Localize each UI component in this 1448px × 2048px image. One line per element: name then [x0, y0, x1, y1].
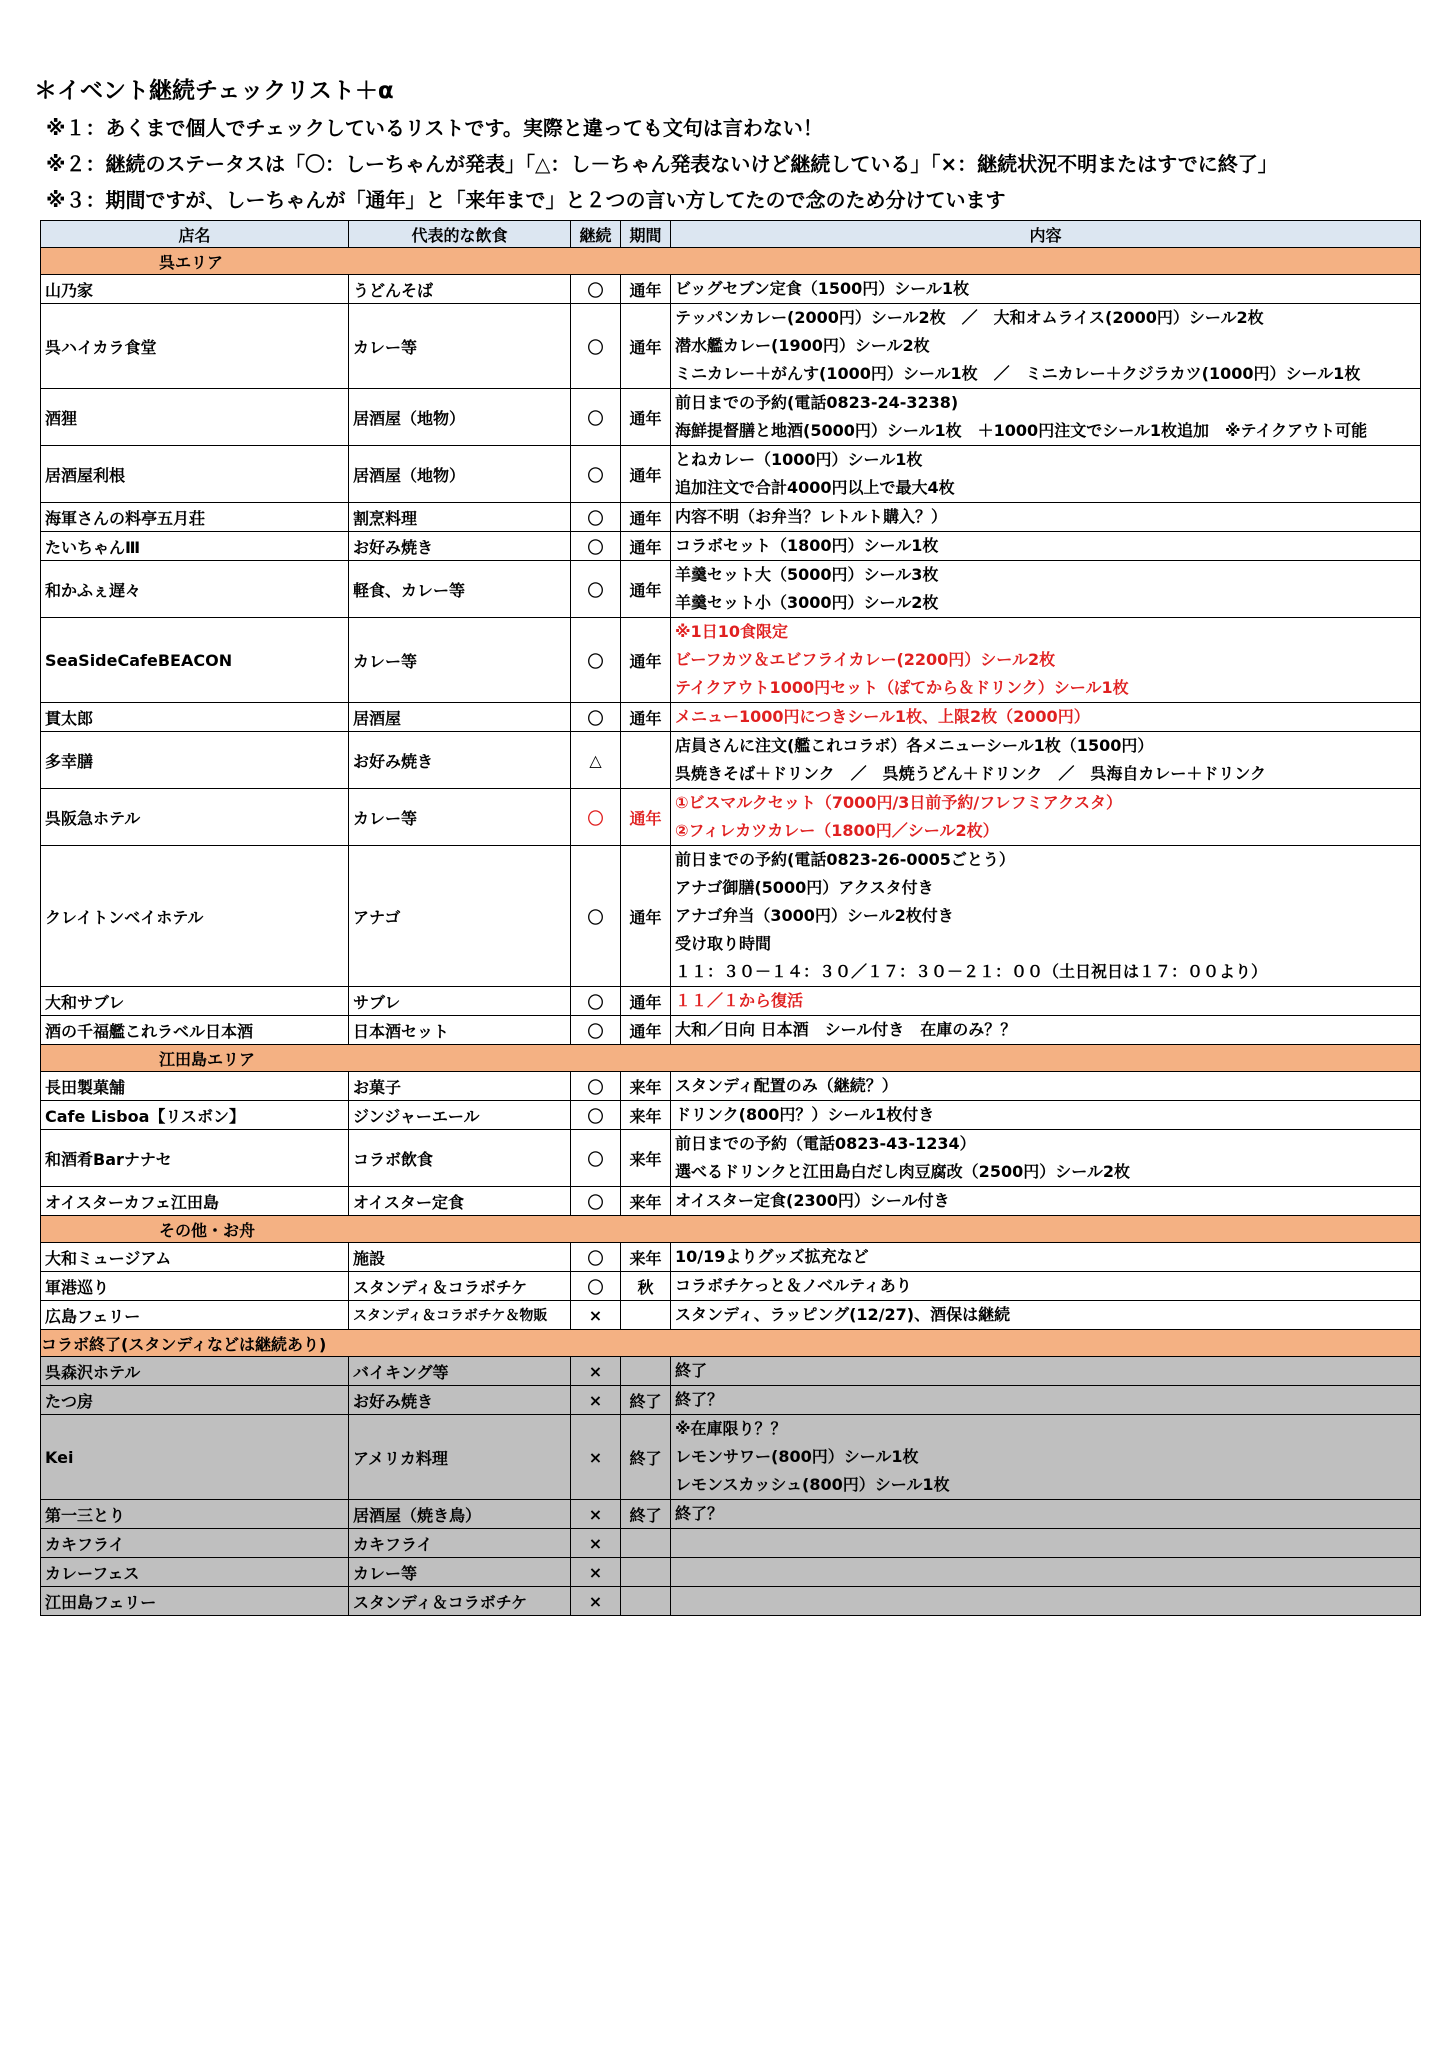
table-row: [41, 987, 1421, 1016]
content-line: 海鮮提督膳と地酒(5000円）シール1枚 ＋1000円注文でシール1枚追加 ※テイクアウト可能: [675, 421, 1368, 440]
content-cell: [671, 1072, 1421, 1101]
table-row: [41, 1558, 1421, 1587]
content-line: オイスター定食(2300円）シール付き: [675, 1191, 950, 1210]
table-row: [41, 1072, 1421, 1101]
shop-name-cell: 呉阪急ホテル: [41, 789, 349, 846]
period-cell: 来年: [621, 1243, 671, 1272]
content-line: 終了？: [675, 1504, 724, 1523]
section-header-row: [41, 248, 1421, 275]
food-cell: アナゴ: [349, 846, 571, 987]
shop-name-cell: Cafe Lisboa【リスボン】: [41, 1101, 349, 1130]
table-header-row: [41, 221, 1421, 248]
period-cell: 通年: [621, 446, 671, 503]
status-cell: ×: [571, 1500, 621, 1529]
content-line: コラボチケっと＆ノベルティあり: [675, 1276, 912, 1295]
food-cell: 居酒屋（焼き鳥）: [349, 1500, 571, 1529]
shop-name-cell: 軍港巡り: [41, 1272, 349, 1301]
shop-name-cell: 第一三とり: [41, 1500, 349, 1529]
shop-name-cell: 長田製菓舗: [41, 1072, 349, 1101]
table-row: [41, 1587, 1421, 1616]
content-cell: [671, 1529, 1421, 1558]
shop-name-cell: カキフライ: [41, 1529, 349, 1558]
food-cell: サブレ: [349, 987, 571, 1016]
table-row: [41, 1357, 1421, 1386]
content-cell: [671, 703, 1421, 732]
status-cell: 〇: [571, 1243, 621, 1272]
status-cell: 〇: [571, 275, 621, 304]
status-cell: 〇: [571, 1016, 621, 1045]
status-cell: 〇: [571, 304, 621, 389]
content-line: 大和／日向 日本酒 シール付き 在庫のみ？？: [675, 1020, 1017, 1039]
content-cell: [671, 1301, 1421, 1330]
table-row: [41, 1529, 1421, 1558]
shop-name-cell: たつ房: [41, 1386, 349, 1415]
period-cell: [621, 1558, 671, 1587]
food-cell: 日本酒セット: [349, 1016, 571, 1045]
status-cell: 〇: [571, 987, 621, 1016]
shop-name-cell: 呉森沢ホテル: [41, 1357, 349, 1386]
table-row: [41, 703, 1421, 732]
status-cell: 〇: [571, 789, 621, 846]
content-line: 前日までの予約(電話0823-26-0005ごとう）: [675, 850, 1015, 869]
content-line: 潜水艦カレー(1900円）シール2枚: [675, 336, 930, 355]
content-cell: [671, 1272, 1421, 1301]
shop-name-cell: Kei: [41, 1415, 349, 1500]
content-cell: [671, 389, 1421, 446]
food-cell: オイスター定食: [349, 1187, 571, 1216]
status-cell: △: [571, 732, 621, 789]
period-cell: 通年: [621, 532, 671, 561]
food-cell: ジンジャーエール: [349, 1101, 571, 1130]
status-cell: 〇: [571, 532, 621, 561]
status-cell: 〇: [571, 446, 621, 503]
status-cell: 〇: [571, 503, 621, 532]
period-cell: 通年: [621, 561, 671, 618]
period-cell: [621, 1529, 671, 1558]
page-title: ＊イベント継続チェックリスト＋α: [34, 78, 394, 104]
table-row: [41, 1500, 1421, 1529]
content-cell: [671, 1587, 1421, 1616]
food-cell: 居酒屋（地物）: [349, 389, 571, 446]
shop-name-cell: 和酒肴Barナナセ: [41, 1130, 349, 1187]
content-line: １１：３０－１４：３０／１７：３０－２１：００（土日祝日は１７：００より）: [675, 962, 1268, 981]
content-cell: [671, 1386, 1421, 1415]
status-cell: 〇: [571, 1187, 621, 1216]
content-line: 羊羹セット小（3000円）シール2枚: [675, 593, 939, 612]
content-line: スタンディ、ラッピング(12/27)、酒保は継続: [675, 1305, 1011, 1324]
status-cell: 〇: [571, 703, 621, 732]
header-period: 期間: [621, 221, 671, 248]
status-cell: ×: [571, 1386, 621, 1415]
food-cell: スタンディ＆コラボチケ: [349, 1587, 571, 1616]
food-cell: お好み焼き: [349, 532, 571, 561]
food-cell: カレー等: [349, 618, 571, 703]
content-cell: [671, 1558, 1421, 1587]
content-line: ビーフカツ＆エビフライカレー(2200円）シール2枚: [675, 650, 1056, 669]
table-row: [41, 732, 1421, 789]
content-line: レモンスカッシュ(800円）シール1枚: [675, 1475, 950, 1494]
content-cell: [671, 532, 1421, 561]
content-line: ドリンク(800円？）シール1枚付き: [675, 1105, 935, 1124]
period-cell: 終了: [621, 1386, 671, 1415]
content-line: ②フィレカツカレー（1800円／シール2枚）: [675, 821, 999, 840]
food-cell: 施設: [349, 1243, 571, 1272]
shop-name-cell: 山乃家: [41, 275, 349, 304]
section-header-row: [41, 1045, 1421, 1072]
food-cell: コラボ飲食: [349, 1130, 571, 1187]
note-1: ※１：あくまで個人でチェックしているリストです。実際と違っても文句は言わない！: [46, 116, 823, 140]
table-row: [41, 1101, 1421, 1130]
header-food: 代表的な飲食: [349, 221, 571, 248]
content-cell: [671, 275, 1421, 304]
shop-name-cell: 酒の千福艦これラベル日本酒: [41, 1016, 349, 1045]
status-cell: ×: [571, 1301, 621, 1330]
content-cell: [671, 732, 1421, 789]
section-label: 呉エリア: [41, 248, 1421, 275]
section-label: コラボ終了(スタンディなどは継続あり): [41, 1330, 1421, 1357]
food-cell: 居酒屋（地物）: [349, 446, 571, 503]
content-line: 選べるドリンクと江田島白だし肉豆腐改（2500円）シール2枚: [675, 1162, 1131, 1181]
section-label: 江田島エリア: [41, 1045, 1421, 1072]
shop-name-cell: 和かふぇ遅々: [41, 561, 349, 618]
food-cell: 居酒屋: [349, 703, 571, 732]
period-cell: 通年: [621, 275, 671, 304]
content-line: [675, 1558, 1416, 1586]
shop-name-cell: カレーフェス: [41, 1558, 349, 1587]
content-cell: [671, 1130, 1421, 1187]
content-line: アナゴ弁当（3000円）シール2枚付き: [675, 906, 954, 925]
period-cell: 通年: [621, 503, 671, 532]
shop-name-cell: 広島フェリー: [41, 1301, 349, 1330]
food-cell: カキフライ: [349, 1529, 571, 1558]
food-cell: バイキング等: [349, 1357, 571, 1386]
status-cell: ×: [571, 1357, 621, 1386]
table-row: [41, 1386, 1421, 1415]
shop-name-cell: たいちゃんⅢ: [41, 532, 349, 561]
shop-name-cell: 呉ハイカラ食堂: [41, 304, 349, 389]
table-row: [41, 1016, 1421, 1045]
food-cell: 軽食、カレー等: [349, 561, 571, 618]
content-cell: [671, 1500, 1421, 1529]
content-line: メニュー1000円につきシール1枚、上限2枚（2000円）: [675, 707, 1090, 726]
content-line: 内容不明（お弁当？レトルト購入？）: [675, 507, 948, 526]
table-row: [41, 789, 1421, 846]
table-row: [41, 503, 1421, 532]
period-cell: 来年: [621, 1072, 671, 1101]
shop-name-cell: 海軍さんの料亭五月荘: [41, 503, 349, 532]
table-body: [41, 248, 1421, 1616]
content-cell: [671, 1101, 1421, 1130]
content-line: テッパンカレー(2000円）シール2枚 ／ 大和オムライス(2000円）シール2枚: [675, 308, 1264, 327]
period-cell: [621, 732, 671, 789]
table-row: [41, 1243, 1421, 1272]
shop-name-cell: オイスターカフェ江田島: [41, 1187, 349, 1216]
status-cell: 〇: [571, 561, 621, 618]
status-cell: 〇: [571, 1101, 621, 1130]
content-line: 羊羹セット大（5000円）シール3枚: [675, 565, 939, 584]
food-cell: カレー等: [349, 304, 571, 389]
content-cell: [671, 446, 1421, 503]
table-row: [41, 1272, 1421, 1301]
content-line: 受け取り時間: [675, 934, 772, 953]
content-line: アナゴ御膳(5000円）アクスタ付き: [675, 878, 934, 897]
table-row: [41, 275, 1421, 304]
status-cell: ×: [571, 1558, 621, 1587]
content-cell: [671, 1357, 1421, 1386]
table-row: [41, 532, 1421, 561]
table-row: [41, 561, 1421, 618]
table-row: [41, 1187, 1421, 1216]
section-label: その他・お舟: [41, 1216, 1421, 1243]
shop-name-cell: 酒狸: [41, 389, 349, 446]
section-header-row: [41, 1216, 1421, 1243]
shop-name-cell: 大和サブレ: [41, 987, 349, 1016]
content-line: コラボセット（1800円）シール1枚: [675, 536, 939, 555]
status-cell: 〇: [571, 1130, 621, 1187]
food-cell: お菓子: [349, 1072, 571, 1101]
content-cell: [671, 618, 1421, 703]
status-cell: 〇: [571, 1072, 621, 1101]
shop-name-cell: SeaSideCafeBEACON: [41, 618, 349, 703]
content-line: 前日までの予約（電話0823-43-1234）: [675, 1134, 976, 1153]
period-cell: 終了: [621, 1415, 671, 1500]
status-cell: ×: [571, 1587, 621, 1616]
header-status: 継続: [571, 221, 621, 248]
period-cell: 通年: [621, 1016, 671, 1045]
table-row: [41, 1301, 1421, 1330]
status-cell: ×: [571, 1529, 621, 1558]
table-row: [41, 446, 1421, 503]
period-cell: 来年: [621, 1130, 671, 1187]
checklist-table: [40, 220, 1421, 1616]
shop-name-cell: 居酒屋利根: [41, 446, 349, 503]
content-line: スタンディ配置のみ（継続？）: [675, 1076, 898, 1095]
shop-name-cell: 貫太郎: [41, 703, 349, 732]
header-content: 内容: [671, 221, 1421, 248]
table-row: [41, 846, 1421, 987]
period-cell: [621, 1587, 671, 1616]
food-cell: スタンディ＆コラボチケ: [349, 1272, 571, 1301]
section-header-row: [41, 1330, 1421, 1357]
table-row: [41, 1130, 1421, 1187]
period-cell: 通年: [621, 304, 671, 389]
period-cell: 通年: [621, 846, 671, 987]
content-line: 追加注文で合計4000円以上で最大4枚: [675, 478, 955, 497]
content-line: 前日までの予約(電話0823-24-3238): [675, 393, 959, 412]
content-line: 終了？: [675, 1390, 724, 1409]
content-line: 終了: [675, 1361, 708, 1380]
content-cell: [671, 846, 1421, 987]
content-cell: [671, 561, 1421, 618]
content-line: ※1日10食限定: [675, 622, 788, 641]
content-line: 店員さんに注文(艦これコラボ）各メニューシール1枚（1500円）: [675, 736, 1154, 755]
table-row: [41, 618, 1421, 703]
content-line: レモンサワー(800円）シール1枚: [675, 1447, 919, 1466]
period-cell: 来年: [621, 1187, 671, 1216]
food-cell: スタンディ＆コラボチケ＆物販: [349, 1301, 571, 1330]
content-cell: [671, 304, 1421, 389]
content-line: 10/19よりグッズ拡充など: [675, 1247, 869, 1266]
status-cell: 〇: [571, 846, 621, 987]
content-line: ビッグセブン定食（1500円）シール1枚: [675, 279, 970, 298]
period-cell: [621, 1357, 671, 1386]
table-row: [41, 304, 1421, 389]
content-cell: [671, 1243, 1421, 1272]
period-cell: 通年: [621, 703, 671, 732]
period-cell: [621, 1301, 671, 1330]
food-cell: お好み焼き: [349, 1386, 571, 1415]
content-line: とねカレー（1000円）シール1枚: [675, 450, 923, 469]
content-line: １１／１から復活: [675, 991, 804, 1010]
content-line: 呉焼きそば＋ドリンク ／ 呉焼うどん＋ドリンク ／ 呉海自カレー＋ドリンク: [675, 764, 1267, 783]
period-cell: 終了: [621, 1500, 671, 1529]
header-name: 店名: [41, 221, 349, 248]
content-line: ミニカレー＋がんす(1000円）シール1枚 ／ ミニカレー＋クジラカツ(1000円）シール1枚: [675, 364, 1361, 383]
period-cell: 来年: [621, 1101, 671, 1130]
table-row: [41, 1415, 1421, 1500]
period-cell: 通年: [621, 389, 671, 446]
content-cell: [671, 1415, 1421, 1500]
food-cell: 割烹料理: [349, 503, 571, 532]
status-cell: 〇: [571, 618, 621, 703]
note-3: ※３：期間ですが、しーちゃんが「通年」と「来年まで」と２つの言い方してたので念のため分けています: [46, 188, 1006, 212]
period-cell: 通年: [621, 789, 671, 846]
food-cell: うどんそば: [349, 275, 571, 304]
table-row: [41, 389, 1421, 446]
content-cell: [671, 789, 1421, 846]
period-cell: 秋: [621, 1272, 671, 1301]
content-line: [675, 1587, 1416, 1615]
status-cell: 〇: [571, 389, 621, 446]
food-cell: アメリカ料理: [349, 1415, 571, 1500]
shop-name-cell: クレイトンベイホテル: [41, 846, 349, 987]
shop-name-cell: 大和ミュージアム: [41, 1243, 349, 1272]
food-cell: お好み焼き: [349, 732, 571, 789]
document-page: [34, 72, 1420, 1616]
food-cell: カレー等: [349, 1558, 571, 1587]
content-cell: [671, 1016, 1421, 1045]
food-cell: カレー等: [349, 789, 571, 846]
status-cell: 〇: [571, 1272, 621, 1301]
content-line: ※在庫限り？？: [675, 1419, 787, 1438]
period-cell: 通年: [621, 987, 671, 1016]
shop-name-cell: 多幸膳: [41, 732, 349, 789]
shop-name-cell: 江田島フェリー: [41, 1587, 349, 1616]
status-cell: ×: [571, 1415, 621, 1500]
content-line: テイクアウト1000円セット（ぽてから＆ドリンク）シール1枚: [675, 678, 1129, 697]
content-line: [675, 1529, 1416, 1557]
content-cell: [671, 1187, 1421, 1216]
content-cell: [671, 987, 1421, 1016]
note-2: ※２：継続のステータスは「〇：しーちゃんが発表」「△：し－ちゃん発表ないけど継続している」「×：継続状況不明またはすでに終了」: [46, 152, 1278, 176]
period-cell: 通年: [621, 618, 671, 703]
content-cell: [671, 503, 1421, 532]
content-line: ①ビスマルクセット（7000円/3日前予約/フレフミアクスタ）: [675, 793, 1122, 812]
